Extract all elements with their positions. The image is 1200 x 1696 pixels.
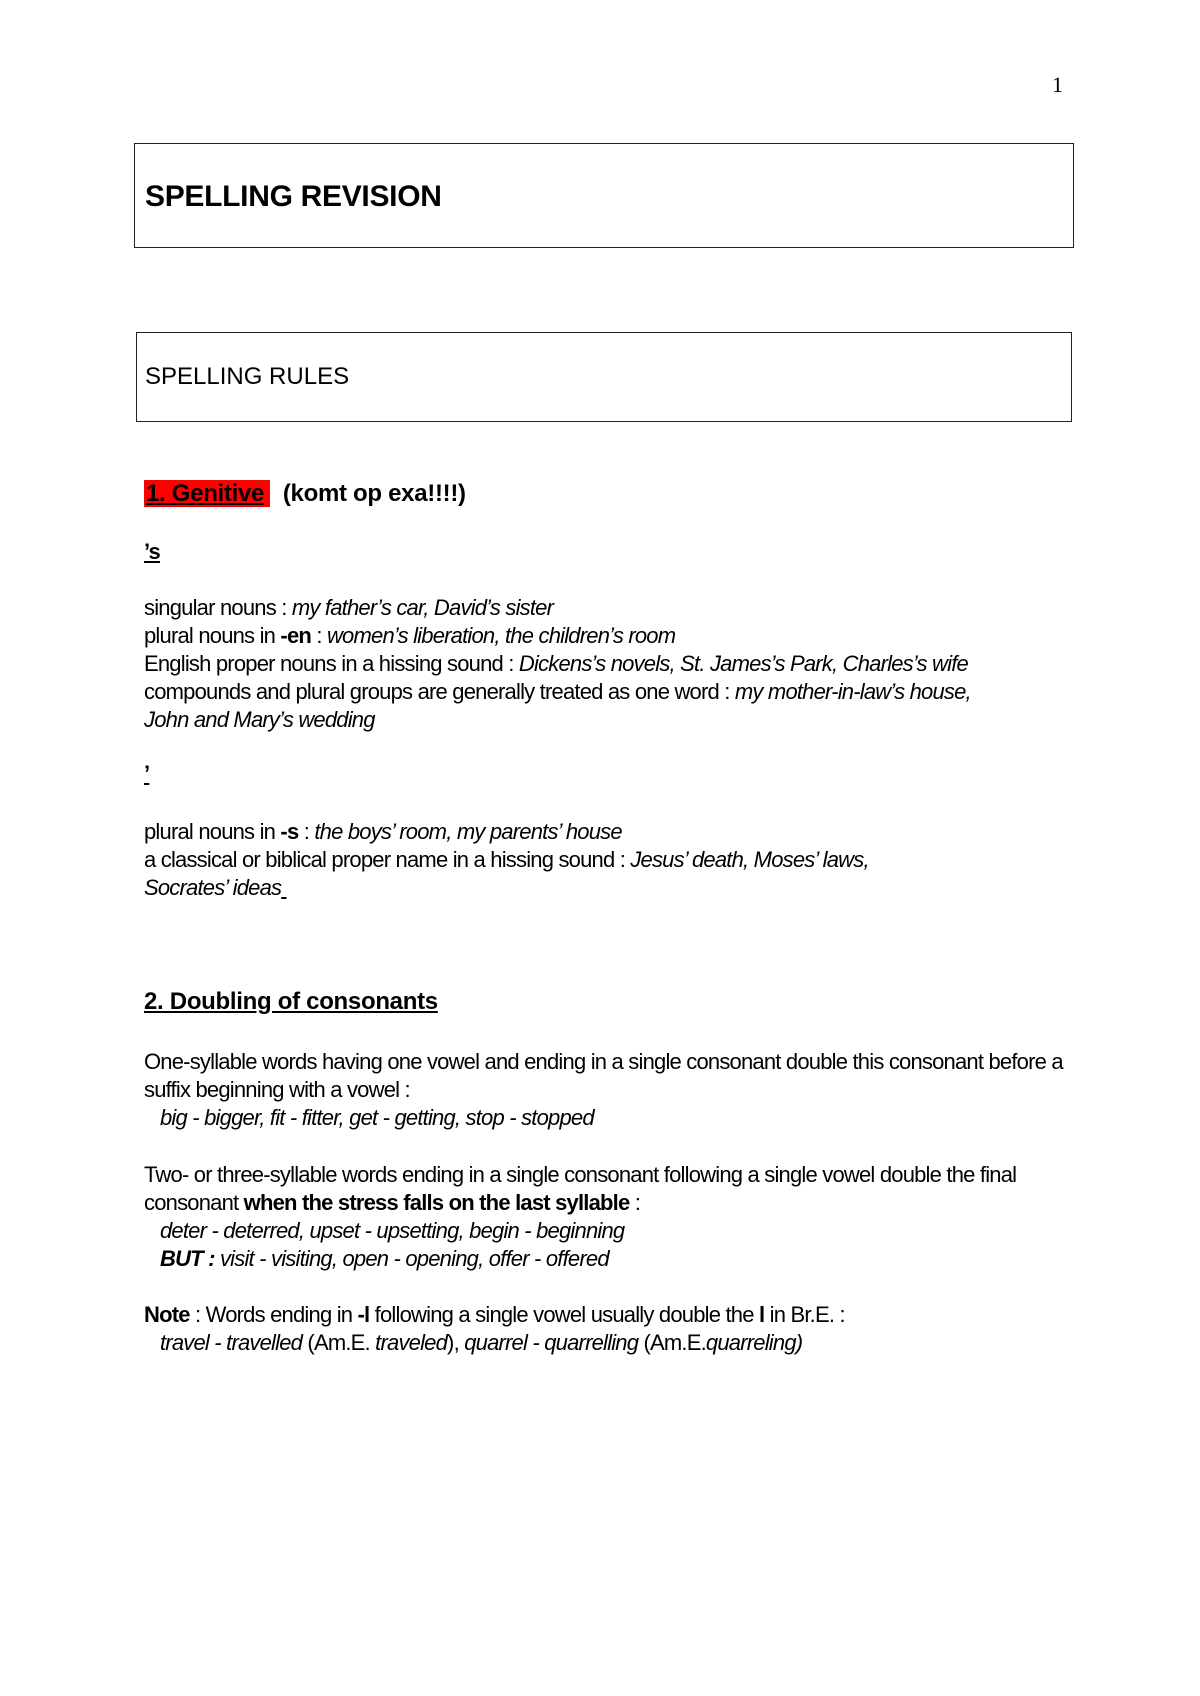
rule-line: singular nouns : my father’s car, David’s sister — [144, 595, 554, 620]
paragraph-line: suffix beginning with a vowel : — [144, 1077, 410, 1102]
rule-line: plural nouns in -s : the boys’ room, my parents’ house — [144, 819, 622, 844]
section-subtitle: SPELLING RULES — [145, 363, 350, 390]
note-line: Note : Words ending in -l following a single vowel usually double the l in Br.E. : — [144, 1302, 845, 1327]
rule-line: a classical or biblical proper name in a hissing sound : Jesus’ death, Moses’ laws, — [144, 847, 869, 872]
paragraph-line: Two- or three-syllable words ending in a single consonant following a single vowel double the final — [144, 1162, 1017, 1187]
paragraph-line: One-syllable words having one vowel and ending in a single consonant double this consonant before a — [144, 1049, 1063, 1074]
example-line: travel - travelled (Am.E. traveled), quarrel - quarrelling (Am.E.quarreling) — [160, 1330, 803, 1355]
rule-line: John and Mary’s wedding — [144, 707, 375, 732]
section1-note: (komt op exa!!!!) — [282, 480, 466, 507]
subtitle-box — [136, 332, 1072, 422]
example-line: deter - deterred, upset - upsetting, begin - beginning — [160, 1218, 625, 1243]
example-line: BUT : visit - visiting, open - opening, offer - offered — [160, 1246, 609, 1271]
paragraph-line: consonant when the stress falls on the last syllable : — [144, 1190, 641, 1215]
rule-line: plural nouns in -en : women’s liberation, the children’s room — [144, 623, 676, 648]
rule-line: compounds and plural groups are generally treated as one word : my mother-in-law’s house, — [144, 679, 971, 704]
page-number: 1 — [1052, 72, 1063, 97]
apostrophe-marker: ’ — [144, 761, 150, 786]
section1-heading-line — [144, 480, 466, 508]
rule-line: Socrates’ ideas — [144, 875, 282, 900]
page-title: SPELLING REVISION — [145, 180, 442, 213]
section2-heading: 2. Doubling of consonants — [144, 988, 438, 1015]
example-line: big - bigger, fit - fitter, get - getting, stop - stopped — [160, 1105, 594, 1130]
title-box — [134, 143, 1074, 248]
rule-line: English proper nouns in a hissing sound : Dickens’s novels, St. James’s Park, Charles’s wife — [144, 651, 968, 676]
apostrophe-s-marker: ’s — [144, 539, 160, 564]
section1-heading: 1. Genitive — [144, 480, 270, 507]
